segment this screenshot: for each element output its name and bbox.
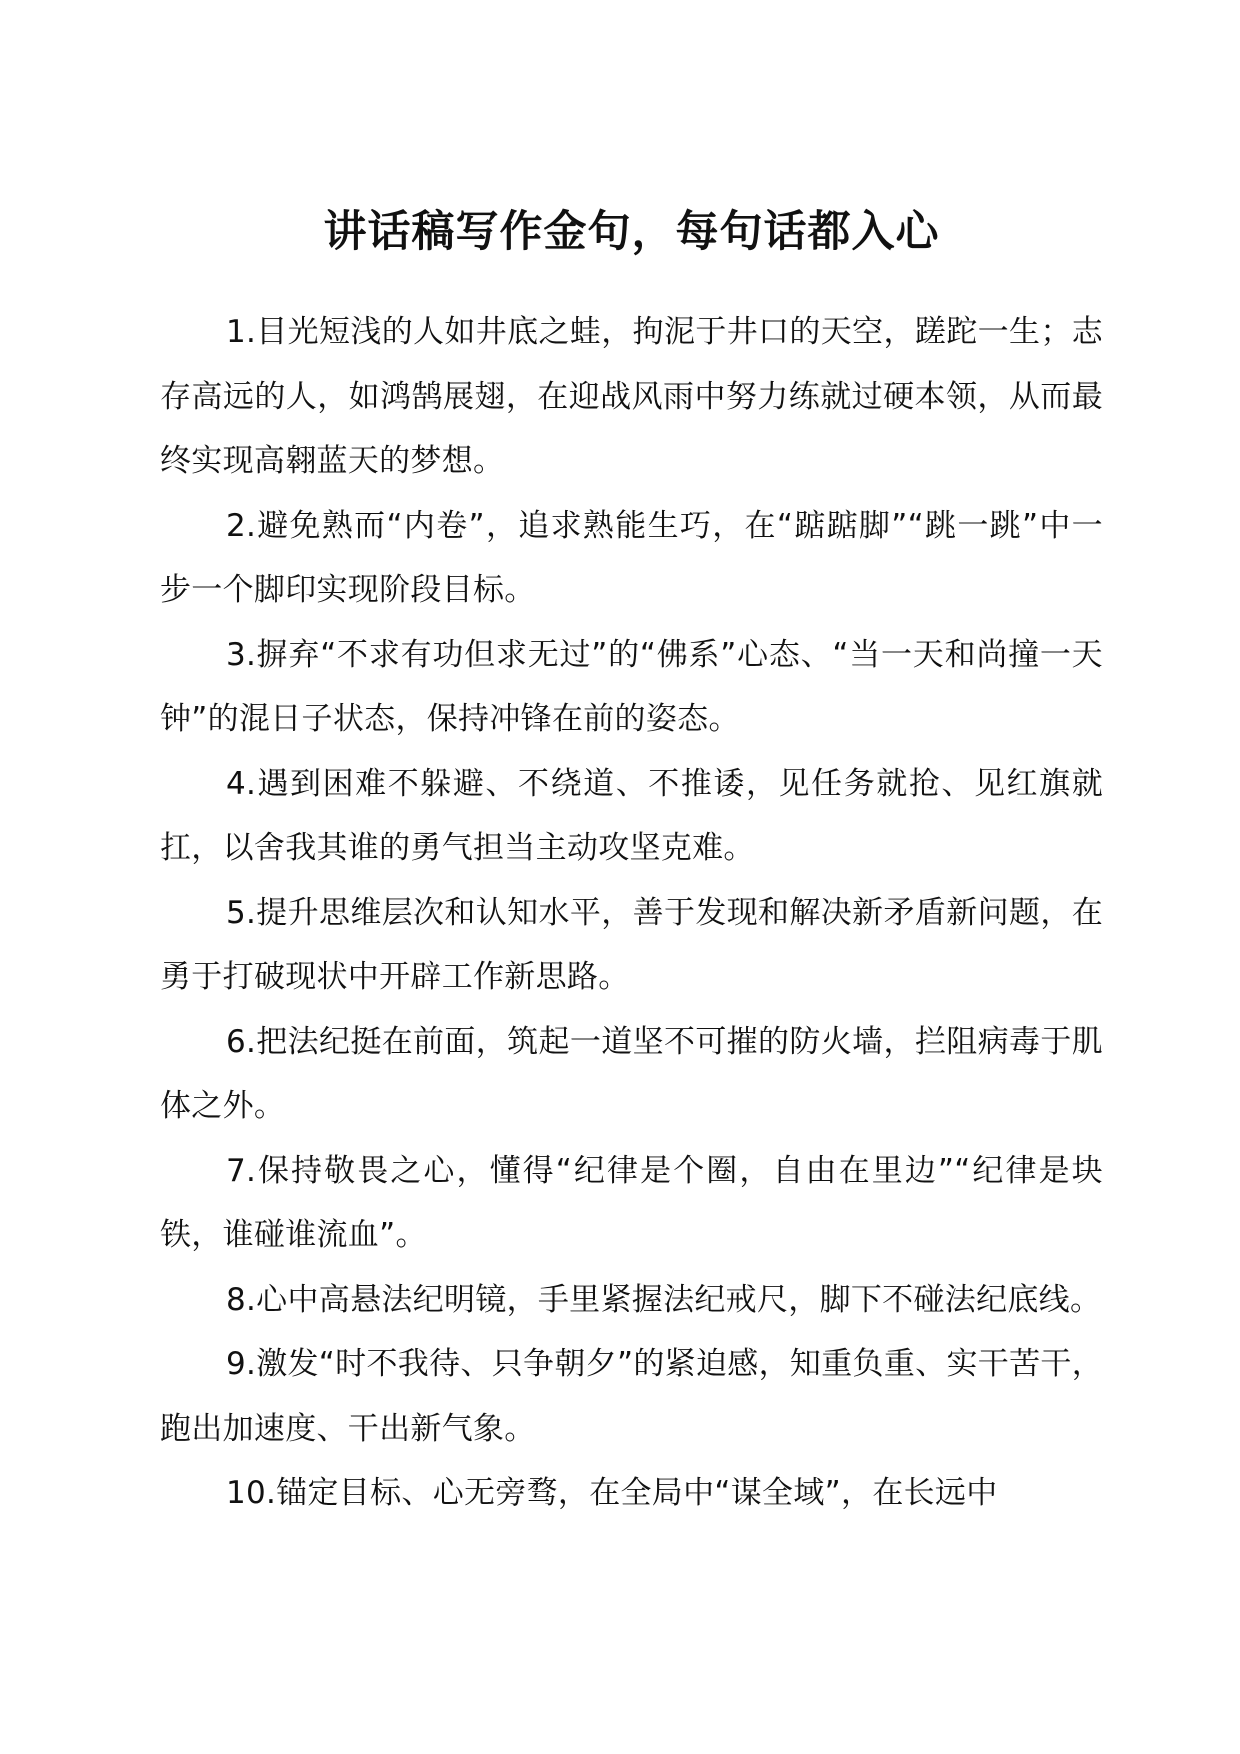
quote-item-8: 8.心中高悬法纪明镜，手里紧握法纪戒尺，脚下不碰法纪底线。 bbox=[226, 1281, 1102, 1318]
quote-item-3: 3.摒弃“不求有功但求无过”的“佛系”心态、“当一天和尚撞一天钟”的混日子状态，保持冲锋在前的姿态。 bbox=[160, 636, 1103, 737]
quote-item-9: 9.激发“时不我待、只争朝夕”的紧迫感，知重负重、实干苦干，跑出加速度、干出新气象。 bbox=[160, 1346, 1103, 1447]
quote-item-5: 5.提升思维层次和认知水平，善于发现和解决新矛盾新问题，在勇于打破现状中开辟工作新思路。 bbox=[160, 894, 1103, 995]
quote-item-4: 4.遇到困难不躲避、不绕道、不推诿，见任务就抢、见红旗就扛，以舍我其谁的勇气担当主动攻坚克难。 bbox=[160, 765, 1103, 866]
quote-item-6: 6.把法纪挺在前面，筑起一道坚不可摧的防火墙，拦阻病毒于肌体之外。 bbox=[160, 1023, 1103, 1124]
quote-item-7: 7.保持敬畏之心，懂得“纪律是个圈，自由在里边”“纪律是块铁，谁碰谁流血”。 bbox=[160, 1152, 1103, 1253]
quote-item-10: 10.锚定目标、心无旁骛，在全局中“谋全域”，在长远中 bbox=[226, 1475, 998, 1511]
document-title: 讲话稿写作金句，每句话都入心 bbox=[323, 207, 940, 257]
quote-item-1: 1.目光短浅的人如井底之蛙，拘泥于井口的天空，蹉跎一生；志存高远的人，如鸿鹄展翅，在迎战风雨中努力练就过硬本领，从而最终实现高翱蓝天的梦想。 bbox=[160, 314, 1103, 479]
quote-item-2: 2.避免熟而“内卷”，追求熟能生巧，在“踮踮脚”“跳一跳”中一步一个脚印实现阶段目标。 bbox=[160, 507, 1103, 608]
